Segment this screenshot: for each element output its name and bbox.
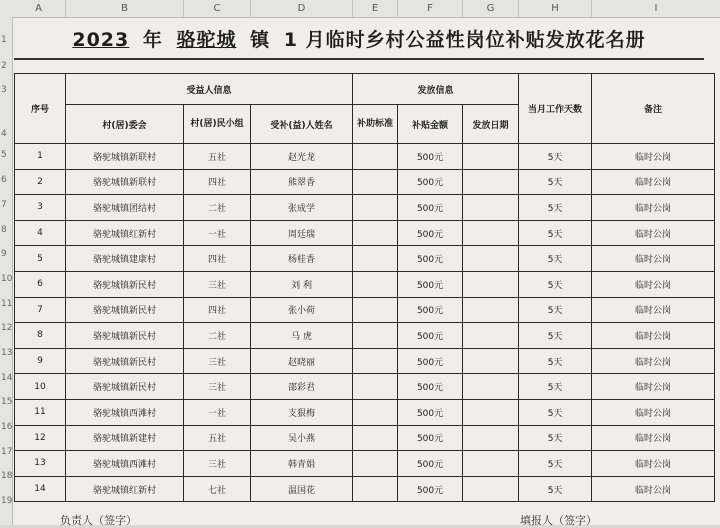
cell-seq[interactable]: 8 bbox=[15, 323, 66, 349]
cell-name[interactable]: 熊翠香 bbox=[251, 169, 353, 195]
footer-responsible-signature: 负责人（签字） bbox=[60, 514, 137, 527]
cell-group[interactable]: 三社 bbox=[184, 374, 251, 400]
row-header[interactable]: 1 bbox=[1, 35, 7, 45]
cell-name[interactable]: 支狠梅 bbox=[251, 399, 353, 425]
cell-seq[interactable]: 10 bbox=[15, 374, 66, 400]
cell-amount[interactable]: 500元 bbox=[398, 195, 463, 221]
cell-remark[interactable]: 临时公岗 bbox=[592, 297, 715, 323]
cell-amount[interactable]: 500元 bbox=[398, 476, 463, 502]
row-header[interactable]: 7 bbox=[1, 200, 7, 210]
cell-group[interactable]: 四社 bbox=[184, 169, 251, 195]
cell-name[interactable]: 温国花 bbox=[251, 476, 353, 502]
header-beneficiary-group[interactable]: 受益人信息 bbox=[66, 74, 353, 105]
table-row bbox=[15, 451, 715, 477]
cell-days[interactable]: 5天 bbox=[519, 425, 592, 451]
row-header[interactable]: 11 bbox=[1, 299, 13, 309]
column-header-h[interactable]: H bbox=[519, 0, 592, 17]
cell-group[interactable]: 五社 bbox=[184, 425, 251, 451]
cell-standard[interactable] bbox=[353, 476, 398, 502]
row-header[interactable]: 8 bbox=[1, 225, 7, 235]
cell-date[interactable] bbox=[463, 195, 519, 221]
title-year: 2023 bbox=[72, 29, 130, 51]
row-header[interactable]: 10 bbox=[1, 274, 13, 284]
cell-name[interactable]: 赵晓丽 bbox=[251, 348, 353, 374]
cell-remark[interactable]: 临时公岗 bbox=[592, 323, 715, 349]
row-header[interactable]: 17 bbox=[1, 447, 13, 457]
column-header-a[interactable]: A bbox=[12, 0, 66, 17]
cell-village[interactable]: 骆驼城镇新联村 bbox=[66, 144, 184, 170]
cell-name[interactable]: 马 虎 bbox=[251, 323, 353, 349]
cell-seq[interactable]: 13 bbox=[15, 451, 66, 477]
title-town-suffix: 镇 bbox=[250, 29, 271, 51]
cell-standard[interactable] bbox=[353, 348, 398, 374]
cell-name[interactable]: 刘 利 bbox=[251, 271, 353, 297]
table-row bbox=[15, 169, 715, 195]
roster-table bbox=[14, 73, 715, 502]
cell-days[interactable]: 5天 bbox=[519, 348, 592, 374]
cell-amount[interactable]: 500元 bbox=[398, 399, 463, 425]
cell-group[interactable]: 四社 bbox=[184, 246, 251, 272]
cell-name[interactable]: 韩青娟 bbox=[251, 451, 353, 477]
cell-seq[interactable]: 14 bbox=[15, 476, 66, 502]
cell-remark[interactable]: 临时公岗 bbox=[592, 271, 715, 297]
cell-remark[interactable]: 临时公岗 bbox=[592, 169, 715, 195]
cell-standard[interactable] bbox=[353, 271, 398, 297]
cell-days[interactable]: 5天 bbox=[519, 144, 592, 170]
cell-village[interactable]: 骆驼城镇西滩村 bbox=[66, 399, 184, 425]
header-village[interactable]: 村(居)委会 bbox=[66, 105, 184, 144]
cell-standard[interactable] bbox=[353, 374, 398, 400]
cell-name[interactable]: 张成学 bbox=[251, 195, 353, 221]
cell-name[interactable]: 张小荷 bbox=[251, 297, 353, 323]
cell-date[interactable] bbox=[463, 476, 519, 502]
cell-days[interactable]: 5天 bbox=[519, 271, 592, 297]
cell-name[interactable]: 周廷瑞 bbox=[251, 220, 353, 246]
cell-date[interactable] bbox=[463, 451, 519, 477]
row-header[interactable]: 16 bbox=[1, 422, 13, 432]
row-header[interactable]: 3 bbox=[1, 85, 7, 95]
cell-amount[interactable]: 500元 bbox=[398, 297, 463, 323]
cell-village[interactable]: 骆驼城镇新民村 bbox=[66, 297, 184, 323]
cell-name[interactable]: 杨桂香 bbox=[251, 246, 353, 272]
cell-remark[interactable]: 临时公岗 bbox=[592, 195, 715, 221]
row-header[interactable]: 2 bbox=[1, 61, 7, 71]
cell-days[interactable]: 5天 bbox=[519, 451, 592, 477]
cell-amount[interactable]: 500元 bbox=[398, 323, 463, 349]
cell-date[interactable] bbox=[463, 348, 519, 374]
cell-seq[interactable]: 9 bbox=[15, 348, 66, 374]
cell-amount[interactable]: 500元 bbox=[398, 246, 463, 272]
cell-village[interactable]: 骆驼城镇西滩村 bbox=[66, 451, 184, 477]
table-row bbox=[15, 246, 715, 272]
cell-amount[interactable]: 500元 bbox=[398, 374, 463, 400]
cell-date[interactable] bbox=[463, 297, 519, 323]
row-header[interactable]: 6 bbox=[1, 175, 7, 185]
cell-seq[interactable]: 5 bbox=[15, 246, 66, 272]
cell-name[interactable]: 赵光龙 bbox=[251, 144, 353, 170]
cell-name[interactable]: 邵彩君 bbox=[251, 374, 353, 400]
header-remark[interactable]: 备注 bbox=[592, 74, 715, 144]
table-row bbox=[15, 374, 715, 400]
cell-village[interactable]: 骆驼城镇新联村 bbox=[66, 169, 184, 195]
cell-date[interactable] bbox=[463, 144, 519, 170]
table-row bbox=[15, 425, 715, 451]
table-row bbox=[15, 323, 715, 349]
cell-village[interactable]: 骆驼城镇红新村 bbox=[66, 220, 184, 246]
cell-group[interactable]: 二社 bbox=[184, 195, 251, 221]
cell-seq[interactable]: 4 bbox=[15, 220, 66, 246]
title-year-suffix: 年 bbox=[142, 29, 163, 51]
row-header[interactable]: 19 bbox=[1, 496, 13, 506]
cell-standard[interactable] bbox=[353, 195, 398, 221]
table-row bbox=[15, 195, 715, 221]
cell-remark[interactable]: 临时公岗 bbox=[592, 144, 715, 170]
cell-village[interactable]: 骆驼城镇新民村 bbox=[66, 271, 184, 297]
header-standard[interactable]: 补助标准 bbox=[353, 105, 398, 144]
header-date[interactable]: 发放日期 bbox=[463, 105, 519, 144]
cell-standard[interactable] bbox=[353, 297, 398, 323]
cell-village[interactable]: 骆驼城镇团结村 bbox=[66, 195, 184, 221]
cell-standard[interactable] bbox=[353, 425, 398, 451]
cell-village[interactable]: 骆驼城镇建康村 bbox=[66, 246, 184, 272]
cell-remark[interactable]: 临时公岗 bbox=[592, 399, 715, 425]
header-payment-group[interactable]: 发放信息 bbox=[353, 74, 519, 105]
cell-group[interactable]: 三社 bbox=[184, 451, 251, 477]
row-header[interactable]: 13 bbox=[1, 348, 13, 358]
cell-standard[interactable] bbox=[353, 451, 398, 477]
cell-days[interactable]: 5天 bbox=[519, 297, 592, 323]
table-row bbox=[15, 348, 715, 374]
column-header-i[interactable]: I bbox=[654, 3, 658, 14]
cell-amount[interactable]: 500元 bbox=[398, 425, 463, 451]
cell-days[interactable]: 5天 bbox=[519, 220, 592, 246]
document-title bbox=[14, 22, 704, 60]
column-header-c[interactable]: C bbox=[184, 0, 251, 17]
cell-date[interactable] bbox=[463, 399, 519, 425]
row-header[interactable]: 15 bbox=[1, 397, 13, 407]
cell-village[interactable]: 骆驼城镇新建村 bbox=[66, 425, 184, 451]
row-header[interactable]: 12 bbox=[1, 323, 13, 333]
header-name[interactable]: 受补(益)人姓名 bbox=[251, 105, 353, 144]
cell-seq[interactable]: 11 bbox=[15, 399, 66, 425]
cell-amount[interactable]: 500元 bbox=[398, 220, 463, 246]
row-header[interactable]: 4 bbox=[1, 129, 7, 139]
cell-group[interactable]: 四社 bbox=[184, 297, 251, 323]
cell-village[interactable]: 骆驼城镇红新村 bbox=[66, 476, 184, 502]
cell-amount[interactable]: 500元 bbox=[398, 271, 463, 297]
cell-remark[interactable]: 临时公岗 bbox=[592, 476, 715, 502]
cell-date[interactable] bbox=[463, 374, 519, 400]
cell-days[interactable]: 5天 bbox=[519, 323, 592, 349]
cell-village[interactable]: 骆驼城镇新民村 bbox=[66, 323, 184, 349]
row-header[interactable]: 18 bbox=[1, 471, 13, 481]
cell-days[interactable]: 5天 bbox=[519, 476, 592, 502]
column-header-e[interactable]: E bbox=[353, 0, 398, 17]
table-row bbox=[15, 297, 715, 323]
column-header-b[interactable]: B bbox=[66, 0, 184, 17]
table-row bbox=[15, 220, 715, 246]
header-group[interactable]: 村(居)民小组 bbox=[184, 105, 251, 144]
cell-seq[interactable]: 1 bbox=[15, 144, 66, 170]
table-row bbox=[15, 399, 715, 425]
cell-remark[interactable]: 临时公岗 bbox=[592, 220, 715, 246]
cell-days[interactable]: 5天 bbox=[519, 399, 592, 425]
cell-amount[interactable]: 500元 bbox=[398, 169, 463, 195]
cell-standard[interactable] bbox=[353, 323, 398, 349]
cell-standard[interactable] bbox=[353, 144, 398, 170]
cell-group[interactable]: 一社 bbox=[184, 399, 251, 425]
cell-days[interactable]: 5天 bbox=[519, 169, 592, 195]
row-header[interactable]: 5 bbox=[1, 150, 7, 160]
header-work-days[interactable]: 当月工作天数 bbox=[519, 74, 592, 144]
cell-standard[interactable] bbox=[353, 399, 398, 425]
column-header-f[interactable]: F bbox=[398, 0, 463, 17]
cell-seq[interactable]: 2 bbox=[15, 169, 66, 195]
cell-days[interactable]: 5天 bbox=[519, 246, 592, 272]
title-town: 骆驼城 bbox=[176, 29, 237, 51]
cell-date[interactable] bbox=[463, 425, 519, 451]
cell-amount[interactable]: 500元 bbox=[398, 348, 463, 374]
table-row bbox=[15, 271, 715, 297]
cell-seq[interactable]: 12 bbox=[15, 425, 66, 451]
table-body bbox=[15, 144, 715, 502]
cell-seq[interactable]: 3 bbox=[15, 195, 66, 221]
column-header-g[interactable]: G bbox=[463, 0, 519, 17]
cell-seq[interactable]: 6 bbox=[15, 271, 66, 297]
cell-amount[interactable]: 500元 bbox=[398, 451, 463, 477]
column-header-d[interactable]: D bbox=[251, 0, 353, 17]
cell-date[interactable] bbox=[463, 220, 519, 246]
table-row bbox=[15, 144, 715, 170]
cell-amount[interactable]: 500元 bbox=[398, 144, 463, 170]
cell-remark[interactable]: 临时公岗 bbox=[592, 451, 715, 477]
table-row bbox=[15, 476, 715, 502]
cell-group[interactable]: 三社 bbox=[184, 348, 251, 374]
row-header[interactable]: 14 bbox=[1, 373, 13, 383]
cell-days[interactable]: 5天 bbox=[519, 374, 592, 400]
cell-remark[interactable]: 临时公岗 bbox=[592, 348, 715, 374]
cell-standard[interactable] bbox=[353, 246, 398, 272]
column-header-bar bbox=[0, 0, 720, 18]
header-seq[interactable]: 序号 bbox=[15, 74, 66, 144]
cell-standard[interactable] bbox=[353, 220, 398, 246]
cell-remark[interactable]: 临时公岗 bbox=[592, 425, 715, 451]
cell-seq[interactable]: 7 bbox=[15, 297, 66, 323]
cell-name[interactable]: 吴小燕 bbox=[251, 425, 353, 451]
cell-group[interactable]: 一社 bbox=[184, 220, 251, 246]
row-header[interactable]: 9 bbox=[1, 249, 7, 259]
cell-group[interactable]: 二社 bbox=[184, 323, 251, 349]
cell-village[interactable]: 骆驼城镇新民村 bbox=[66, 374, 184, 400]
cell-date[interactable] bbox=[463, 323, 519, 349]
cell-date[interactable] bbox=[463, 246, 519, 272]
row-header-bar bbox=[0, 17, 13, 525]
footer-reporter-signature: 填报人（签字） bbox=[520, 514, 597, 527]
cell-village[interactable]: 骆驼城镇新民村 bbox=[66, 348, 184, 374]
cell-standard[interactable] bbox=[353, 169, 398, 195]
header-amount[interactable]: 补贴金额 bbox=[398, 105, 463, 144]
cell-days[interactable]: 5天 bbox=[519, 195, 592, 221]
cell-group[interactable]: 七社 bbox=[184, 476, 251, 502]
cell-group[interactable]: 五社 bbox=[184, 144, 251, 170]
cell-group[interactable]: 三社 bbox=[184, 271, 251, 297]
cell-remark[interactable]: 临时公岗 bbox=[592, 374, 715, 400]
title-rest: 1 月临时乡村公益性岗位补贴发放花名册 bbox=[283, 29, 646, 51]
cell-date[interactable] bbox=[463, 271, 519, 297]
cell-date[interactable] bbox=[463, 169, 519, 195]
cell-remark[interactable]: 临时公岗 bbox=[592, 246, 715, 272]
